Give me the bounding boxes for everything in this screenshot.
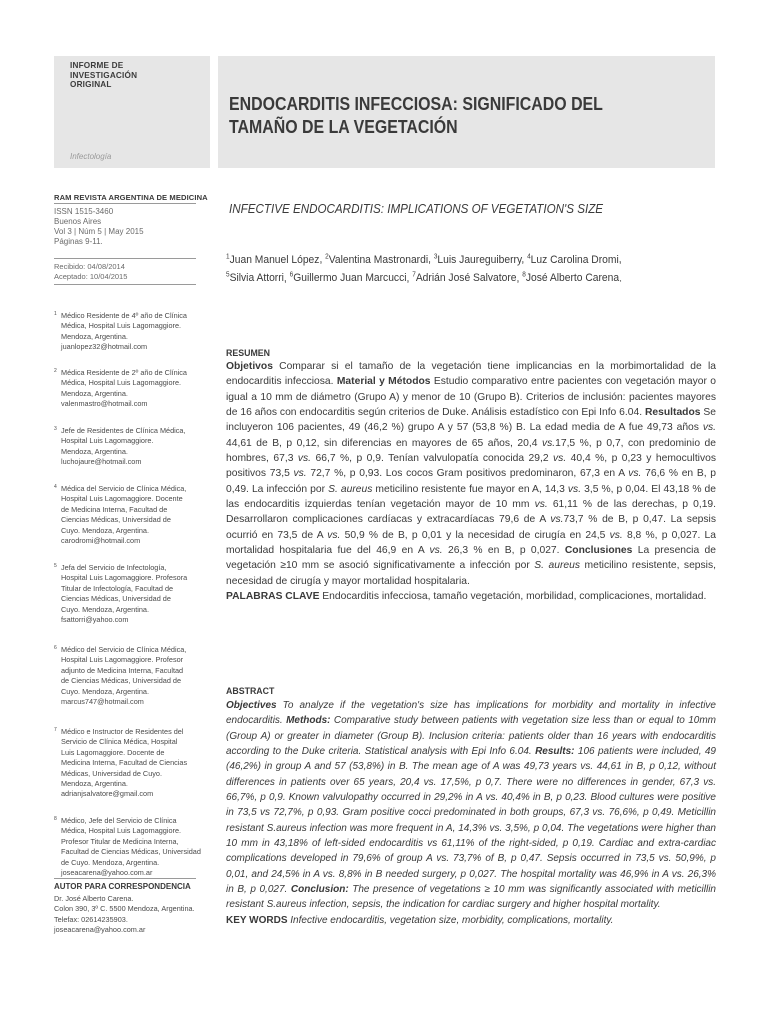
author: $^4$Luz Carolina Dromi [527, 253, 619, 266]
journal-rule [54, 203, 196, 204]
resumen-heading: RESUMEN [226, 348, 270, 358]
abstract-heading: ABSTRACT [226, 686, 275, 696]
author: $^3$Luis Jaureguiberry [433, 253, 522, 266]
abstract-keywords-label: KEY WORDS [226, 914, 288, 926]
journal-meta: ISSN 1515-3460 Buenos Aires Vol 3 | Núm 5 | May 2015 Páginas 9-11. [54, 207, 144, 246]
abstract-keywords: Infective endocarditis, vegetation size, morbidity, complications, mortality. [287, 914, 614, 926]
author: $^6$Guillermo Juan Marcucci [289, 271, 407, 285]
english-title: INFECTIVE ENDOCARDITIS: IMPLICATIONS OF VEGETATION'S SIZE [229, 202, 604, 216]
affiliation-4: 4 Médica del Servicio de Clínica Médica, Hospital Luis Lagomaggiore. Docente de Medicina Interna, Facultad de Ciencias Médicas, Universidad de Cuyo. Mendoza, Argentina. carodromi@hotmail.com [54, 484, 187, 546]
affiliation-5: 5 Jefa del Servicio de Infectología, Hospital Luis Lagomaggiore. Profesora Titular de Infectología, Facultad de Ciencias Médicas, Universidad de Cuyo. Mendoza, Argentina. fsattorri@yahoo.com [54, 563, 188, 625]
section-tag: Infectología [70, 152, 112, 161]
correspondence-rule [54, 878, 196, 879]
abstract-body: Objectives To analyze if the vegetation's size has implications for morbidity and mortality in infective endocarditis. Methods: Comparative study between patients with vegetation size less than or equal to 10mm (Group A) or greater in diameter (Group B). Inclusion criteria: patients older than 16 years with endocarditis according to the Duke criteria. Statistical analysis with Epi Info 6.04. Results: 106 patients were included, 49 (46,2%) in group A and 57 (53,8%) in B. The mean age of A was 49,73 years vs. 44,61 in B, p 0,12, without differences in patients over 65 years, 20,4 vs. 17,5%, p 0,7. There were no differences in gender, 67,3 vs. 66,7%, p 0,9. Known valvulopathy occurred in 29,2% in A vs. 40,4% in B, p 0,23. Blood cultures were positive in 73,5 vs 72,7%, p 0,93. Gram positive cocci predominated in both groups, 67,3 vs. 76,6%, p 0,49. Meticillin resistant S.aureus infection was more frequent in A, 14,3% vs. 3,5%, p 0,04. The vegetations were higher than 10 mm in 43,18% of left-sided endocarditis vs 61,11% of the right-sided, p 0,19. Cardiac and extra-cardiac complications developed in 79,6% of group A vs. 73,7% of B, p 0,47. Sepsis occurred in 73,5 vs. 50,9%, p 0,01, and 24,5% in A vs. 8,8% in B needed surgery, p 0,027. The hospital mortality was 46,9% in A vs. 26,3% in B, p 0,027. Conclusion: The presence of vegetations ≥ 10 mm was significantly associated with meticillin resistant S.aureus infection, sepsis, the indication for cardiac surgery and higher hospital mortality. KEY WORDS Infective endocarditis, vegetation size, morbidity, complications, mortality. [226, 700, 717, 926]
article-title: ENDOCARDITIS INFECCIOSA: SIGNIFICADO DEL TAMAÑO DE LA VEGETACIÓN [229, 93, 603, 137]
author: $^1$Juan Manuel López [226, 253, 320, 266]
affiliation-1: 1 Médico Residente de 4º año de Clínica Médica, Hospital Luis Lagomaggiore. Mendoza, Argentina. juanlopez32@hotmail.com [54, 311, 187, 352]
correspondence-details: Dr. José Alberto Carena. Colon 390, 3º C. 5500 Mendoza, Argentina. Telefax: 02614235903. joseacarena@yahoo.com.ar [54, 894, 195, 935]
report-type-label: INFORME DE INVESTIGACIÓN ORIGINAL [70, 61, 138, 89]
article-dates: Recibido: 04/08/2014 Aceptado: 10/04/2015 [54, 262, 128, 281]
author: $^7$Adrián José Salvatore [412, 271, 517, 285]
author: $^5$Silvia Attorri [226, 271, 284, 285]
journal-name: RAM REVISTA ARGENTINA DE MEDICINA [54, 193, 208, 202]
affiliation-7: 7 Médico e Instructor de Residentes del Servicio de Clínica Médica, Hospital Luis Lagomaggiore. Docente de Medicina Interna, Facultad de Ciencias Médicas, Universidad de Cuyo. Mendoza, Argentina. adrianjsalvatore@gmail.com [54, 727, 188, 799]
author: $^2$Valentina Mastronardi [325, 253, 429, 266]
author-list: $^1$Juan Manuel López, $^2$Valentina Mastronardi, $^3$Luis Jaureguiberry, $^4$Luz Carolina Dromi, $^5$Silvia Attorri, $^6$Guillermo Juan Marcucci, $^7$Adrián José Salvatore, $^8$José Alberto Carena. [226, 253, 622, 285]
author: $^8$José Alberto Carena [522, 271, 620, 285]
dates-rule [54, 258, 196, 259]
resumen-keywords: Endocarditis infecciosa, tamaño vegetación, morbilidad, complicaciones, mortalidad. [319, 591, 707, 603]
correspondence-heading: AUTOR PARA CORRESPONDENCIA [54, 882, 191, 891]
affiliation-8: 8 Médico, Jefe del Servicio de Clínica Médica, Hospital Luis Lagomaggiore. Profesor Titular de Medicina Interna, Facultad de Ciencias Médicas, Universidad de Cuyo. Mendoza, Argentina. joseacarena@yahoo.com.ar [54, 816, 201, 878]
affiliation-3: 3 Jefe de Residentes de Clínica Médica, Hospital Luis Lagomaggiore. Mendoza, Argentina. luchojaure@hotmail.com [54, 426, 186, 467]
affiliation-2: 2 Médica Residente de 2º año de Clínica Médica, Hospital Luis Lagomaggiore. Mendoza, Argentina. valenmastro@hotmail.com [54, 368, 187, 409]
resumen-keywords-label: PALABRAS CLAVE [226, 591, 320, 603]
dates-rule-bottom [54, 284, 196, 285]
affiliation-6: 6 Médico del Servicio de Clínica Médica, Hospital Luis Lagomaggiore. Profesor adjunto de Medicina Interna, Facultad de Ciencias Médicas, Universidad de Cuyo. Mendoza, Argentina. marcus747@hotmail.com [54, 645, 187, 707]
resumen-body: Objetivos Comparar si el tamaño de la vegetación tiene implicancias en la morbimortalidad de la endocarditis infecciosa. Material y Métodos Estudio comparativo entre pacientes con vegetación mayor o igual a 10 mm de diámetro (Grupo A) y menor de 10 (Grupo B). Criterios de inclusión: pacientes mayores de 16 años con endocarditis según criterios de Duke. Análisis estadístico con Epi Info 6.04. Resultados Se incluyeron 106 pacientes, 49 (46,2 %) grupo A y 57 (53,8 %) B. La edad media de A fue 49,73 años vs. 44,61 de B, p 0,12, sin diferencias en mayores de 65 años, 20,4 vs.17,5 %, p 0,7, con predominio de hombres, 67,3 vs. 66,7 %, p 0,9. Tenían valvulopatía conocida 29,2 vs. 40,4 %, p 0,23 y hemocultivos positivos 73,5 vs. 72,7 %, p 0,93. Los cocos Gram positivos predominaron, 67,3 en A vs. 76,6 % en B, p 0,49. La infección por S. aureus meticilino resistente fue mayor en A, 14,3 vs. 3,5 %, p 0,04. El 43,18 % de las endocarditis izquierdas tenían vegetación mayor de 10 mm vs. 61,11 % de las derechas, p 0,19. Desarrollaron complicaciones cardíacas y extracardíacas 79,6 de A vs.73,7 % de B, p 0,47. La sepsis ocurrió en 73,5 de A vs. 50,9 % de B, p 0,01 y la necesidad de cirugía en 24,5 vs. 8,8 %, p 0,027. La mortalidad hospitalaria fue del 46,9 en A vs. 26,3 % en B, p 0,027. Conclusiones La presencia de vegetación ≥10 mm se asoció significativamente a infección por S. aureus meticilino resistente, sepsis, necesidad de cirugía y mayor mortalidad hospitalaria. PALABRAS CLAVE Endocarditis infecciosa, tamaño vegetación, morbilidad, complicaciones, mortalidad. [226, 361, 717, 603]
